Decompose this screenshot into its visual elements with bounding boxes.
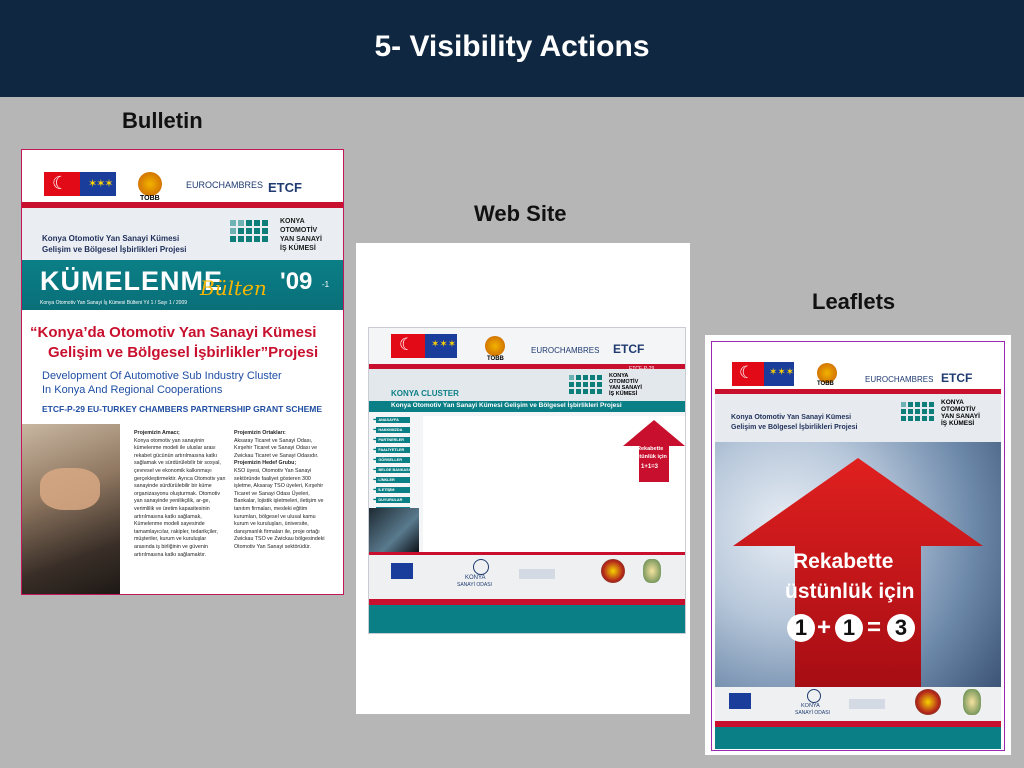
- web-menu-label: LİNKLER: [376, 477, 410, 483]
- web-footer-logos: [369, 555, 685, 599]
- leaf-eu-flag-icon: ✶✶✶: [764, 362, 794, 386]
- web-menu-label: PARTNERLER: [376, 437, 410, 443]
- bulletin-cluster-name-2: Gelişim ve Bölgesel İşbirlikleri Projesi: [42, 245, 187, 254]
- web-menu-item[interactable]: [373, 446, 419, 454]
- web-content-area: [423, 416, 685, 552]
- leaf-title-block: [715, 394, 1001, 442]
- web-tobb-text: TOBB: [487, 356, 504, 362]
- eu-flag-icon: ✶✶✶: [80, 172, 116, 196]
- web-menu-label: HAKKIMIZDA: [376, 427, 410, 433]
- web-menu-item[interactable]: [373, 456, 419, 464]
- turkey-flag-icon: ☾: [44, 172, 80, 196]
- web-menu-item[interactable]: [373, 416, 419, 424]
- leaflets-label: Leaflets: [812, 289, 896, 314]
- leaf-turkey-flag-icon: ☾: [732, 362, 764, 386]
- menu-bullet-icon: ▪▪▪: [373, 427, 376, 433]
- leaf-arrow-text-1: Rekabette: [793, 550, 894, 573]
- leaf-tobb-text: TOBB: [817, 381, 834, 387]
- web-etcf-logo: ETCF: [613, 342, 645, 356]
- web-cluster-grid-icon: [569, 375, 602, 394]
- brand-line-2: OTOMOTİV: [280, 227, 318, 234]
- leaf-footer-eu-icon: [729, 693, 751, 709]
- leaf-brand: KONYA OTOMOTİV YAN SANAYİ İŞ KÜMESİ: [941, 399, 980, 427]
- headline-line-2: Gelişim ve Bölgesel İşbirlikler”Projesi: [48, 344, 319, 361]
- col1-title: Projemizin Amacı;: [134, 430, 180, 436]
- web-eu-flag-icon: ✶✶✶: [425, 334, 457, 358]
- web-banner: [369, 401, 685, 412]
- web-eurochambres-logo: EUROCHAMBRES: [531, 346, 600, 355]
- leaf-footer-seal-2-icon: [963, 689, 981, 715]
- menu-bullet-icon: ▪▪▪: [373, 477, 376, 483]
- web-menu-label: ANASAYFA: [376, 417, 410, 423]
- website-frame: [368, 327, 686, 634]
- col2-text: Aksaray Ticaret ve Sanayi Odası, Kırşehir Ticaret ve Sanayi Odası ve Zwickau Ticaret ve Sanayi Odasıdır.: [234, 437, 319, 459]
- slide-header: [0, 0, 1024, 97]
- website-image: [356, 243, 690, 714]
- web-menu-item[interactable]: [373, 486, 419, 494]
- leaf-footer-kso: SANAYİ ODASI: [795, 710, 830, 716]
- web-arrow-text-1: Rekabette: [637, 446, 664, 452]
- leaf-cluster-grid-icon: [901, 402, 934, 421]
- leaf-footer-kso-icon: [807, 689, 821, 703]
- brand-line-4: İŞ KÜMESİ: [280, 245, 316, 252]
- bulletin-headline-block: [22, 310, 343, 424]
- web-footer-konya: KONYA: [465, 575, 486, 581]
- web-menu-label: FAALİYETLER: [376, 447, 410, 453]
- web-menu-item[interactable]: [373, 466, 419, 474]
- web-cluster-title: KONYA CLUSTER: [391, 389, 459, 398]
- leaf-eurochambres-logo: EUROCHAMBRES: [865, 375, 934, 384]
- bulletin-title-block: [22, 208, 343, 260]
- web-menu-label: BELGE BANKASI: [378, 468, 410, 472]
- web-photo: [369, 508, 419, 552]
- leaflet-image: [705, 335, 1011, 755]
- tobb-logo-text: TOBB: [140, 195, 160, 202]
- masthead-issue-sub: -1: [322, 280, 330, 289]
- leaf-footer-konya: KONYA: [801, 703, 820, 709]
- etcf-logo: ETCF: [268, 180, 302, 195]
- col2-title: Projemizin Ortakları:: [234, 430, 286, 436]
- cluster-grid-logo-icon: [230, 220, 268, 242]
- handshake-photo: [22, 424, 120, 594]
- eq-equals: =: [867, 614, 882, 641]
- menu-bullet-icon: ▪▪▪: [373, 487, 376, 493]
- bulletin-cluster-name: Konya Otomotiv Yan Sanayi Kümesi: [42, 234, 180, 243]
- col1-text: Konya otomotiv yan sanayinin kümelenme modeli ile uluslar arası rekabet gücünün artırılmasına katkı sağlamak ve sürdürülebilir bir sosyal, çevresel ve ekonomik kalkınmayı gerçekleştirmektir. Ayrıca Otomotiv yan sanayinde sürdürülebilir bir küme organizasyonu oluşturmak. Otomotiv yan sanayinde yenilikçilik, ar-ge, verimlilik ve üretim kapasitesinin artırılmasına katkı sağlamak, Kümelenme modeli sayesinde tamamlayıcılar, rakipler, tedarikçiler, müşteriler, kurum ve kuruluşlar arasında iş birliğinin ve güvenin artırılmasına katkı sağlamaktır.: [134, 437, 226, 558]
- web-footer-teal: [369, 605, 685, 633]
- web-menu-label: GÖRSELLER: [376, 457, 410, 463]
- web-nav-menu: [373, 416, 419, 516]
- masthead-issue: '09: [280, 268, 313, 295]
- bulletin-col-2: [234, 430, 330, 552]
- eq-one-a: 1: [787, 614, 815, 642]
- leaf-footer-logos: [715, 687, 1001, 721]
- masthead-title: KÜMELENME: [40, 266, 223, 296]
- eq-three: 3: [887, 614, 915, 642]
- menu-bullet-icon: ▪▪▪: [373, 467, 376, 473]
- web-arrow-text-2: üstünlük için: [633, 454, 667, 460]
- web-menu-item[interactable]: [373, 496, 419, 504]
- eq-plus: +: [817, 614, 832, 641]
- leaf-arrow-text-2: üstünlük için: [785, 580, 915, 603]
- col3-title: Projemizin Hedef Grubu;: [234, 460, 297, 467]
- bulletin-logo-strip: [22, 150, 343, 202]
- web-turkey-flag-icon: ☾: [391, 334, 425, 358]
- eq-one-b: 1: [835, 614, 863, 642]
- bulletin-label: Bulletin: [122, 108, 203, 133]
- web-menu-item[interactable]: [373, 476, 419, 484]
- web-footer-seal-2-icon: [643, 559, 661, 583]
- slide-title: 5- Visibility Actions: [374, 30, 650, 63]
- web-footer-eu-icon: [391, 563, 413, 579]
- leaf-footer-seal-1-icon: [915, 689, 941, 715]
- menu-bullet-icon: ▪▪▪: [373, 437, 376, 443]
- leaf-tobb-logo-icon: [817, 363, 837, 383]
- bulletin-image: [21, 149, 344, 595]
- web-footer-ihk-icon: [519, 569, 555, 579]
- grant-scheme: ETCF-P-29 EU-TURKEY CHAMBERS PARTNERSHIP GRANT SCHEME: [42, 404, 323, 414]
- brand-line-3: YAN SANAYİ: [280, 236, 322, 243]
- web-footer-kso: SANAYİ ODASI: [457, 582, 492, 588]
- tobb-logo-icon: [138, 172, 162, 196]
- web-footer-seal-1-icon: [601, 559, 625, 583]
- web-menu-label: DUYURULAR: [376, 497, 410, 503]
- web-banner-text: Konya Otomotiv Yan Sanayi Kümesi Gelişim ve Bölgesel İşbirlikleri Projesi: [391, 402, 622, 409]
- masthead-script: Bülten: [200, 276, 267, 300]
- web-menu-label: İLETİŞİM: [376, 487, 410, 493]
- headline-line-1: “Konya’da Otomotiv Yan Sanayi Kümesi: [30, 324, 317, 341]
- bulletin-masthead: [22, 260, 343, 310]
- eurochambres-logo: EUROCHAMBRES: [186, 180, 264, 190]
- bulletin-col-1: [134, 430, 228, 559]
- web-menu-item[interactable]: [373, 426, 419, 434]
- brand-line-1: KONYA: [280, 218, 305, 225]
- leaf-background-visual: [715, 442, 1001, 687]
- web-arrow-text-3: 1+1=3: [641, 464, 659, 470]
- masthead-subtitle: Konya Otomotiv Yan Sanayi İş Kümesi Bülteni Yıl 1 / Sayı 1 / 2009: [40, 300, 188, 306]
- leaf-equation: [787, 614, 937, 646]
- web-tobb-logo-icon: [485, 336, 505, 356]
- leaf-cluster-name-1: Konya Otomotiv Yan Sanayi Kümesi: [731, 414, 852, 421]
- web-cluster-bar: [369, 369, 685, 401]
- menu-bullet-icon: ▪▪▪: [373, 447, 376, 453]
- web-footer-kso-icon: [473, 559, 489, 575]
- col3-text: KSO üyesi, Otomotiv Yan Sanayi sektöründe faaliyet gösteren 300 işletme, Aksaray TSO üyeleri, Kırşehir Ticaret ve Sanayi Odası Üyeleri, Bankalar, lojistik işletmeleri, iletişim ve tanıtım firmaları, mesleki eğitim kurumları, bölgesel ve ulusal kamu kurum ve kuruluşları, üniversite, danışmanlık firmaları ile, proje ortağı Zwickau TSO ve Zwickau bölgesindeki Otomotiv Yan Sanayi sektörüdür.: [234, 467, 325, 550]
- web-menu-item[interactable]: [373, 436, 419, 444]
- menu-bullet-icon: ▪▪▪: [373, 457, 376, 463]
- leaf-cluster-name-2: Gelişim ve Bölgesel İşbirlikleri Projesi: [731, 424, 858, 431]
- website-label: Web Site: [474, 201, 567, 226]
- leaf-footer-teal: [715, 727, 1001, 749]
- menu-bullet-icon: ▪▪▪: [373, 497, 376, 503]
- leaf-etcf-logo: ETCF: [941, 371, 973, 385]
- leaf-footer-ihk-icon: [849, 699, 885, 709]
- english-title-1: Development Of Automotive Sub Industry Cluster: [42, 370, 282, 382]
- handshake-hands: [40, 468, 100, 510]
- english-title-2: In Konya And Regional Cooperations: [42, 384, 223, 396]
- web-brand: KONYA OTOMOTİV YAN SANAYİ İŞ KÜMESİ: [609, 373, 642, 397]
- menu-bullet-icon: ▪▪▪: [373, 417, 376, 423]
